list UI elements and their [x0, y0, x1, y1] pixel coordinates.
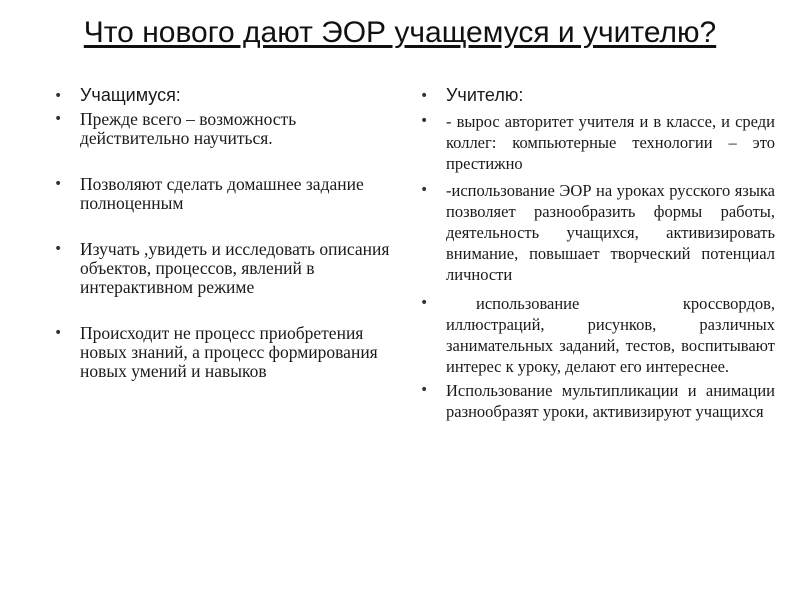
list-item-text: Изучать ,увидеть и исследовать описания объектов, процессов, явлений в интерактивном режиме: [80, 239, 390, 297]
students-heading-item: [54, 82, 404, 108]
list-item-text: Прежде всего – возможность действительно научиться.: [80, 109, 297, 148]
teachers-column: [420, 82, 775, 422]
bullet-icon: •: [420, 382, 429, 398]
bullet-icon: •: [54, 241, 63, 257]
students-heading: Учащимуся:: [80, 85, 181, 105]
slide-title: Что нового дают ЭОР учащемуся и учителю?: [83, 16, 717, 49]
bullet-icon: •: [420, 295, 429, 311]
list-item-text: - вырос авторитет учителя и в классе, и среди коллег: компьютерные технологии – это престижно: [446, 112, 775, 173]
bullet-icon: •: [420, 113, 429, 129]
list-item-text: Позволяют сделать домашнее задание полноценным: [80, 174, 364, 213]
list-item: [420, 111, 775, 174]
teachers-heading-item: [420, 82, 775, 108]
bullet-icon: •: [54, 325, 63, 341]
teachers-list: [420, 82, 775, 422]
list-item: [420, 293, 775, 377]
students-column: [54, 82, 404, 381]
list-item-text: Происходит не процесс приобретения новых знаний, а процесс формирования новых умений и навыков: [80, 323, 378, 381]
list-item: [420, 380, 775, 422]
list-item: [54, 324, 404, 381]
list-item: [420, 180, 775, 285]
list-item-text: -использование ЭОР на уроках русского языка позволяет разнообразить формы работы, деятельность учащихся, активизировать внимание, повышает творческий потенциал личности: [446, 181, 775, 284]
list-item-text: Использование мультипликации и анимации разнообразят уроки, активизируют учащихся: [446, 381, 775, 421]
bullet-icon: •: [54, 176, 63, 192]
list-item: [54, 175, 404, 213]
bullet-icon: •: [420, 182, 429, 198]
list-item: [54, 110, 404, 148]
spacer: [54, 297, 404, 318]
bullet-icon: •: [54, 88, 63, 104]
bullet-icon: •: [420, 88, 429, 104]
list-item-text: использование кроссвордов, иллюстраций, рисунков, различных занимательных заданий, тестов, воспитывают интерес к уроку, делают его интереснее.: [446, 294, 775, 376]
spacer: [54, 148, 404, 169]
bullet-icon: •: [54, 111, 63, 127]
teachers-heading: Учителю:: [446, 85, 524, 105]
spacer: [54, 213, 404, 234]
list-item: [54, 240, 404, 297]
students-list: [54, 82, 404, 381]
